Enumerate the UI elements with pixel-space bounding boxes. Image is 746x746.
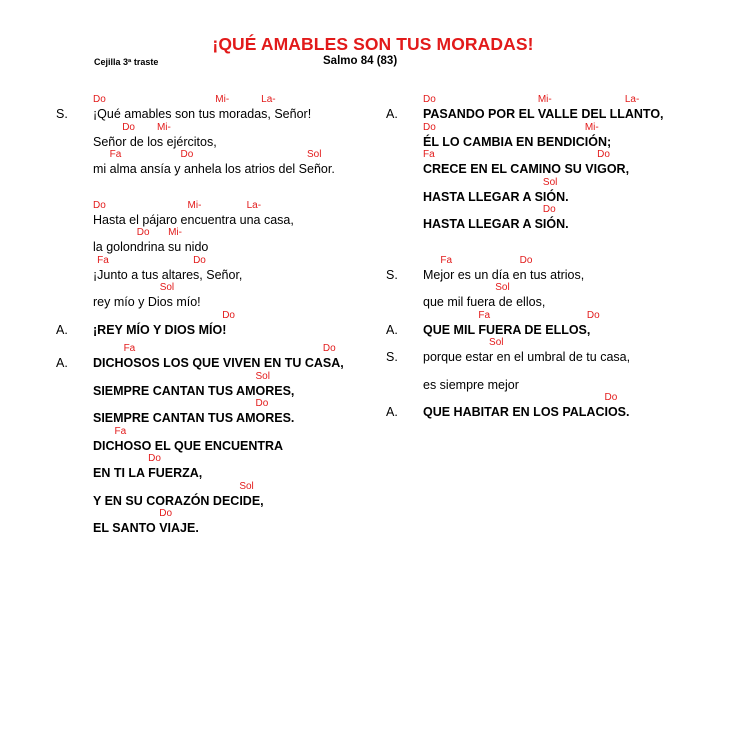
lyric-line: HASTA LLEGAR A SIÓN. — [423, 189, 569, 204]
chord-label: Sol — [489, 337, 504, 348]
chord-label: Sol — [542, 176, 558, 188]
lyric-line: Y EN SU CORAZÓN DECIDE, — [93, 493, 264, 508]
lyric-line: DICHOSO EL QUE ENCUENTRA — [93, 438, 284, 453]
chord-label: Do — [586, 309, 600, 321]
chord-label: Fa — [114, 425, 127, 437]
lyric-line: PASANDO POR EL VALLE DEL LLANTO, — [423, 107, 664, 121]
chord-label: Sol — [307, 149, 322, 160]
lyric-line: ¡Junto a tus altares, Señor, — [93, 267, 243, 282]
lyric-line: Señor de los ejércitos, — [93, 134, 217, 149]
voice-marker: A. — [56, 356, 68, 370]
chord-label: Fa — [423, 149, 435, 160]
voice-marker: A. — [386, 107, 398, 121]
chord-label: Do — [322, 343, 336, 354]
chord-label: Fa — [97, 254, 109, 266]
chord-label: Do — [136, 227, 150, 238]
chord-label: Do — [597, 149, 610, 160]
chord-label: Do — [222, 309, 235, 321]
lyric-line: ¡REY MÍO Y DIOS MÍO! — [93, 322, 227, 337]
chord-label: Do — [519, 254, 533, 266]
lyric-line: la golondrina su nido — [93, 240, 209, 254]
lyric-line: HASTA LLEGAR A SIÓN. — [423, 217, 569, 231]
voice-marker: A. — [386, 322, 398, 337]
chord-label: La- — [624, 94, 640, 105]
chord-label: Fa — [109, 149, 122, 160]
chord-label: Do — [148, 453, 161, 464]
chord-label: Fa — [123, 343, 136, 354]
lyric-line: que mil fuera de ellos, — [423, 295, 546, 309]
lyric-line: SIEMPRE CANTAN TUS AMORES, — [93, 383, 295, 398]
capo-note: Cejilla 3ª traste — [94, 57, 159, 67]
chord-label: Mi- — [156, 121, 171, 133]
chord-label: Do — [193, 254, 206, 266]
lyric-line: ÉL LO CAMBIA EN BENDICIÓN; — [423, 134, 612, 149]
lyric-line: mi alma ansía y anhela los atrios del Señor. — [93, 162, 335, 176]
chord-label: Do — [542, 204, 556, 215]
lyric-line: EL SANTO VIAJE. — [93, 521, 199, 535]
song-title: ¡QUÉ AMABLES SON TUS MORADAS! — [212, 34, 534, 54]
chord-label: Sol — [239, 480, 254, 492]
chord-label: Sol — [495, 282, 510, 293]
chord-label: Fa — [478, 309, 491, 321]
lyric-line: EN TI LA FUERZA, — [93, 466, 203, 480]
chord-label: La- — [261, 94, 276, 105]
chord-label: Do — [604, 392, 618, 403]
chord-label: Mi- — [168, 227, 182, 238]
chord-label: Do — [423, 94, 436, 105]
chord-label: Mi- — [187, 199, 202, 211]
lyric-line: Hasta el pájaro encuentra una casa, — [93, 212, 294, 227]
chord-label: La- — [246, 199, 262, 211]
chord-label: Do — [159, 508, 173, 519]
chord-label: Do — [423, 121, 436, 133]
chord-label: Mi- — [215, 94, 230, 105]
lyric-line: QUE HABITAR EN LOS PALACIOS. — [423, 405, 630, 419]
chord-label: Do — [93, 94, 106, 105]
chord-label: Mi- — [584, 121, 599, 133]
lyric-line: DICHOSOS LOS QUE VIVEN EN TU CASA, — [93, 356, 344, 370]
lyric-line: ¡Qué amables son tus moradas, Señor! — [93, 107, 312, 121]
lyric-line: CRECE EN EL CAMINO SU VIGOR, — [423, 162, 630, 176]
psalm-reference: Salmo 84 (83) — [323, 55, 398, 67]
chord-label: Do — [122, 121, 135, 133]
lyric-line: es siempre mejor — [423, 377, 519, 392]
voice-marker: A. — [56, 322, 68, 337]
chord-label: Do — [93, 199, 106, 211]
chord-label: Sol — [159, 282, 175, 293]
voice-marker: S. — [56, 107, 68, 121]
chord-label: Do — [180, 149, 194, 160]
chord-label: Sol — [255, 370, 270, 382]
lyric-line: QUE MIL FUERA DE ELLOS, — [423, 322, 591, 337]
voice-marker: A. — [386, 405, 398, 419]
lyric-line: porque estar en el umbral de tu casa, — [423, 350, 631, 364]
chord-label: Mi- — [537, 94, 552, 105]
chord-label: Do — [255, 398, 269, 409]
lyric-line: SIEMPRE CANTAN TUS AMORES. — [93, 411, 295, 425]
voice-marker: S. — [386, 350, 398, 364]
lyric-line: Mejor es un día en tus atrios, — [423, 267, 585, 282]
chord-label: Fa — [440, 254, 453, 266]
lyric-line: rey mío y Dios mío! — [93, 295, 201, 309]
voice-marker: S. — [386, 267, 398, 282]
